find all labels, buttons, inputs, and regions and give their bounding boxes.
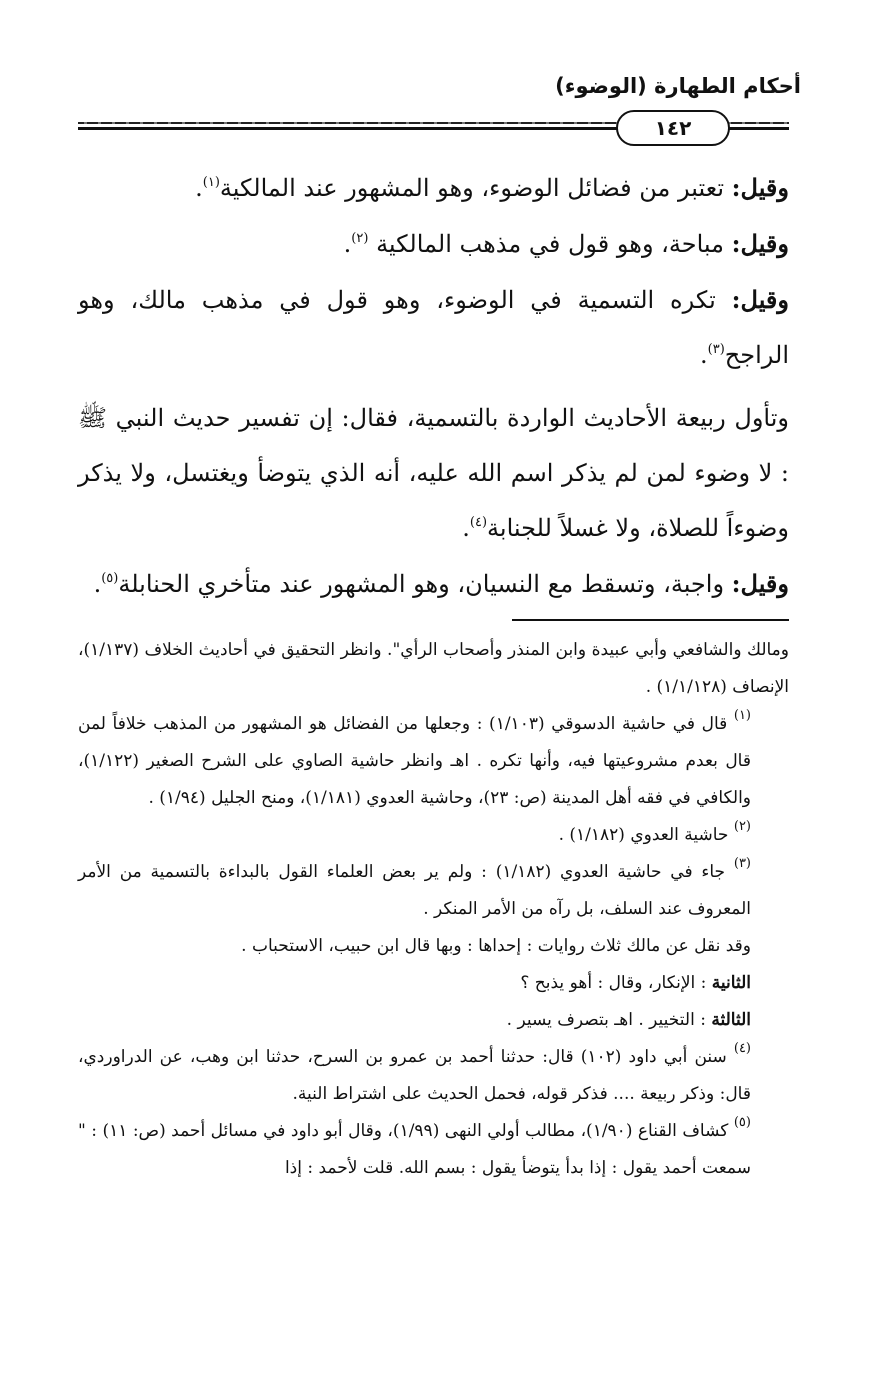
footnote-4-marker: (٤) [733, 1041, 751, 1056]
footnotes [78, 632, 789, 1187]
paragraph-5-label: وقيل: [731, 569, 789, 598]
paragraph-1-text: تعتبر من فضائل الوضوء، وهو المشهور عند المالكية [219, 174, 732, 202]
footnote-ref-4: (٤) [469, 515, 488, 530]
paragraph-5-text: واجبة، وتسقط مع النسيان، وهو المشهور عند متأخري الحنابلة [118, 570, 732, 598]
footnote-2 [78, 817, 789, 854]
footnote-3-line-3 [78, 965, 789, 1002]
footnote-3-text: جاء في حاشية العدوي (١/١٨٢) : ولم ير بعض العلماء القول بالبداءة بالتسمية من الأمر المعروف عند السلف، بل رآه من الأمر المنكر . [78, 862, 751, 919]
footnote-separator [512, 619, 789, 621]
footnote-4-text: سنن أبي داود (١٠٢) قال: حدثنا أحمد بن عمرو بن السرح، حدثنا ابن وهب، عن الدراوردي، قال: وذكر ربيعة .... فذكر قوله، فحمل الحديث على اشتراط النية. [78, 1047, 751, 1104]
paragraph-3-text: تكره التسمية في الوضوء، وهو قول في مذهب مالك، وهو الراجح [78, 286, 789, 369]
footnote-ref-2: (٢) [351, 231, 369, 246]
paragraph-2-text: مباحة، وهو قول في مذهب المالكية [368, 230, 732, 258]
footnote-1 [78, 706, 789, 817]
footnote-3-line-2: وقد نقل عن مالك ثلاث روايات : إحداها : وبها قال ابن حبيب، الاستحباب . [241, 936, 751, 956]
footnote-1-marker: (١) [733, 708, 751, 723]
footnote-4 [78, 1039, 789, 1113]
footnote-5 [78, 1113, 789, 1187]
page-number: ١٤٢ [616, 110, 730, 146]
footnote-3-line-4 [78, 1002, 789, 1039]
paragraph-5 [78, 556, 789, 612]
footnote-3-marker: (٣) [733, 856, 751, 871]
paragraph-2-label: وقيل: [731, 229, 789, 258]
footnote-3-line-4-text: : التخيير . اهـ بتصرف يسير . [506, 1010, 712, 1030]
paragraph-5-end: . [93, 570, 102, 598]
footnote-2-text: حاشية العدوي (١/١٨٢) . [558, 825, 734, 845]
paragraph-2 [78, 216, 789, 272]
footnote-5-marker: (٥) [733, 1115, 751, 1130]
paragraph-4-end: . [462, 514, 470, 542]
footnote-ref-3: (٣) [707, 342, 725, 357]
paragraph-2-end: . [343, 230, 352, 258]
paragraph-1-end: . [195, 174, 203, 202]
paragraph-4 [78, 391, 789, 556]
footnote-1-text: قال في حاشية الدسوقي (١/١٠٣) : وجعلها من الفضائل هو المشهور من المذهب خلافاً لمن قال بعدم مشروعيتها فيه، وأنها تكره . اهـ وانظر حاشية الصاوي على الشرح الصغير (١/١٢٢)، والكافي في فقه أهل المدينة (ص: ٢٣)، وحاشية العدوي (١/١٨١)، ومنح الجليل (١/٩٤) . [78, 714, 751, 808]
footnote-3-line-3-label: الثانية [711, 973, 751, 993]
paragraph-3-label: وقيل: [731, 285, 789, 314]
paragraph-1 [78, 160, 789, 216]
paragraph-4-text: وتأول ربيعة الأحاديث الواردة بالتسمية، فقال: إن تفسير حديث النبي ﷺ : لا وضوء لمن لم يذكر اسم الله عليه، أنه الذي يتوضأ ويغتسل، ولا يذكر وضوءاً للصلاة، ولا غسلاً للجنابة [78, 404, 789, 542]
footnote-2-marker: (٢) [733, 819, 751, 834]
paragraph-1-label: وقيل: [731, 173, 789, 202]
footnote-ref-5: (٥) [101, 571, 119, 586]
footnote-continuation: ومالك والشافعي وأبي عبيدة وابن المنذر وأصحاب الرأي". وانظر التحقيق في أحاديث الخلاف (١/١٣٧)، الإنصاف (١/١/١٢٨) . [78, 640, 789, 697]
footnote-5-text: كشاف القناع (١/٩٠)، مطالب أولي النهى (١/٩٩)، وقال أبو داود في مسائل أحمد (ص: ١١) : " سمعت أحمد يقول : إذا بدأ يتوضأ يقول : بسم الله. قلت لأحمد : إذا [78, 1121, 751, 1178]
footnote-ref-1: (١) [202, 175, 220, 190]
footnote-3 [78, 854, 789, 928]
footnote-3-line-3-text: : الإنكار، وقال : أهو يذبح ؟ [520, 973, 712, 993]
running-title: أحكام الطهارة (الوضوء) [555, 74, 801, 98]
main-text [78, 160, 789, 612]
footnote-3-line-4-label: الثالثة [711, 1010, 751, 1030]
paragraph-3 [78, 272, 789, 383]
paragraph-3-end: . [700, 341, 708, 369]
